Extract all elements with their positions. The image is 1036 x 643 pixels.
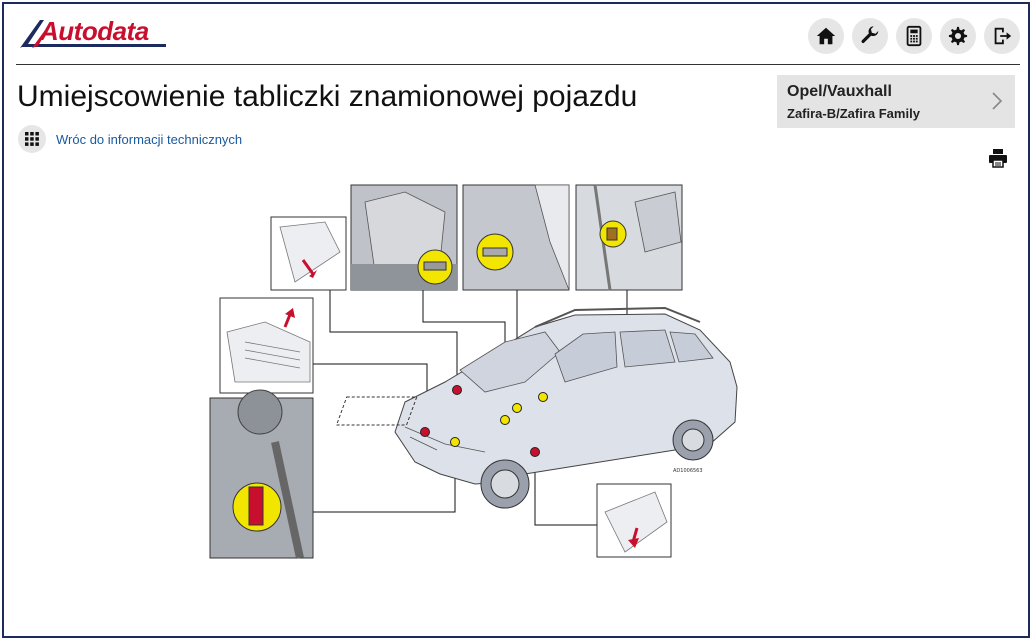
page-title: Umiejscowienie tabliczki znamionowej pojazdu (17, 80, 638, 113)
car-illustration (337, 308, 737, 508)
gear-icon (947, 25, 969, 47)
back-to-technical-info-link[interactable]: Wróc do informacji technicznych (56, 131, 243, 147)
marker-yellow (451, 438, 460, 447)
grid-icon[interactable] (18, 125, 46, 153)
vin-plate-location-diagram (205, 182, 775, 564)
back-link-row[interactable] (18, 125, 242, 153)
inset-rear-door-sill (597, 484, 671, 557)
print-icon[interactable] (988, 148, 1008, 168)
marker-red (453, 386, 462, 395)
vehicle-model: Zafira-B/Zafira Family (787, 106, 920, 121)
marker-yellow (513, 404, 522, 413)
marker-yellow (539, 393, 548, 402)
calculator-button[interactable] (896, 18, 932, 54)
inset-seat-floor (351, 185, 457, 290)
figure-code: AD1006563 (673, 468, 703, 474)
logo-text: Autodata (40, 16, 149, 46)
inset-door-frame (576, 185, 682, 290)
vehicle-selector[interactable] (777, 75, 1015, 128)
vehicle-make: Opel/Vauxhall (787, 83, 892, 100)
inset-engine-bay (210, 390, 313, 558)
chevron-right-icon (989, 91, 1005, 111)
logout-button[interactable] (984, 18, 1020, 54)
inset-grille (220, 298, 313, 393)
marker-red (531, 448, 540, 457)
wrench-icon (859, 25, 881, 47)
home-button[interactable] (808, 18, 844, 54)
header-divider (16, 64, 1020, 65)
inset-b-pillar (463, 185, 569, 290)
settings-button[interactable] (940, 18, 976, 54)
marker-yellow (501, 416, 510, 425)
marker-red (421, 428, 430, 437)
autodata-logo[interactable] (18, 16, 168, 52)
repair-button[interactable] (852, 18, 888, 54)
logout-icon (991, 25, 1013, 47)
calculator-icon (903, 25, 925, 47)
top-toolbar (808, 18, 1020, 54)
home-icon (815, 25, 837, 47)
inset-door-sill-front (271, 217, 346, 290)
